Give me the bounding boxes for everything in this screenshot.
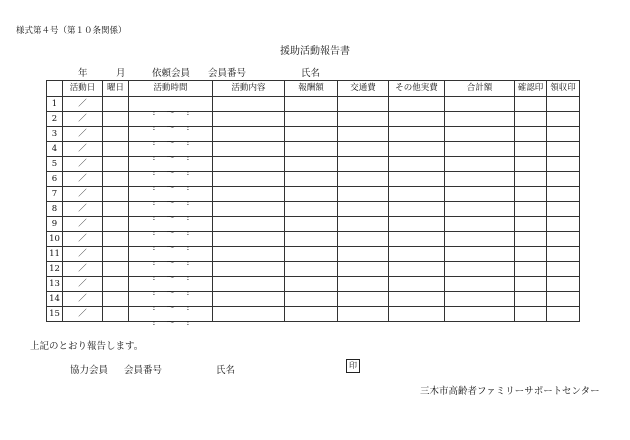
receipt-seal-cell[interactable] — [547, 127, 580, 142]
total-cell[interactable] — [445, 217, 515, 232]
activity-date-cell[interactable] — [63, 217, 103, 232]
table-row — [47, 307, 580, 322]
fee-cell[interactable] — [285, 277, 338, 292]
transport-cost-cell[interactable] — [338, 262, 389, 277]
table-row — [47, 292, 580, 307]
time-tilde: 〜 — [166, 273, 176, 283]
confirmation-seal-cell[interactable] — [515, 127, 547, 142]
activity-date-cell[interactable] — [63, 172, 103, 187]
table-body — [47, 97, 580, 328]
activity-date-cell[interactable] — [63, 202, 103, 217]
activity-date-cell[interactable] — [63, 232, 103, 247]
weekday-cell[interactable] — [103, 157, 129, 172]
date-separator: ／ — [78, 204, 87, 214]
other-expense-cell[interactable] — [389, 277, 445, 292]
row-number: 11 — [47, 247, 63, 262]
time-colon: : — [152, 108, 156, 118]
table-row — [47, 127, 580, 142]
activity-content-cell[interactable] — [213, 157, 285, 172]
time-colon: : — [152, 213, 156, 223]
column-header: 確認印 — [515, 81, 547, 97]
other-expense-cell[interactable] — [389, 112, 445, 127]
row-number: 6 — [47, 172, 63, 187]
table-row — [47, 142, 580, 157]
receipt-seal-cell[interactable] — [547, 97, 580, 112]
header-month-label: 月 — [116, 68, 126, 79]
other-expense-cell[interactable] — [389, 127, 445, 142]
receipt-seal-cell[interactable] — [547, 172, 580, 187]
row-number: 15 — [47, 307, 63, 322]
activity-content-cell[interactable] — [213, 97, 285, 112]
time-colon: : — [152, 153, 156, 163]
time-colon: : — [186, 183, 190, 193]
time-colon: : — [186, 273, 190, 283]
signature-name-label: 氏名 — [216, 365, 236, 376]
column-header: その他実費 — [389, 81, 445, 97]
time-colon: : — [186, 243, 190, 253]
date-separator: ／ — [78, 249, 87, 259]
time-tilde: 〜 — [166, 258, 176, 268]
fee-cell[interactable] — [285, 292, 338, 307]
activity-content-cell[interactable] — [213, 217, 285, 232]
activity-date-cell[interactable] — [63, 247, 103, 262]
confirmation-seal-cell[interactable] — [515, 112, 547, 127]
weekday-cell[interactable] — [103, 307, 129, 322]
fee-cell[interactable] — [285, 112, 338, 127]
column-header: 報酬額 — [285, 81, 338, 97]
fee-cell[interactable] — [285, 217, 338, 232]
row-number: 9 — [47, 217, 63, 232]
time-colon: : — [186, 168, 190, 178]
row-number-header — [47, 81, 63, 97]
activity-content-cell[interactable] — [213, 292, 285, 307]
row-number: 4 — [47, 142, 63, 157]
activity-report-table — [46, 80, 580, 328]
row-number: 12 — [47, 262, 63, 277]
time-tilde: 〜 — [166, 198, 176, 208]
time-colon: : — [152, 228, 156, 238]
column-header: 領収印 — [547, 81, 580, 97]
header-requesting-member-label: 依頼会員 — [152, 68, 191, 79]
activity-date-cell[interactable] — [63, 157, 103, 172]
weekday-cell[interactable] — [103, 97, 129, 112]
time-colon: : — [152, 273, 156, 283]
time-colon: : — [152, 123, 156, 133]
time-colon: : — [186, 198, 190, 208]
receipt-seal-cell[interactable] — [547, 202, 580, 217]
fee-cell[interactable] — [285, 307, 338, 322]
transport-cost-cell[interactable] — [338, 112, 389, 127]
table-row — [47, 247, 580, 262]
time-colon: : — [152, 303, 156, 313]
confirmation-seal-cell[interactable] — [515, 217, 547, 232]
other-expense-cell[interactable] — [389, 202, 445, 217]
column-header: 活動時間 — [129, 81, 213, 97]
other-expense-cell[interactable] — [389, 307, 445, 322]
activity-date-cell[interactable] — [63, 142, 103, 157]
total-cell[interactable] — [445, 232, 515, 247]
time-tilde: 〜 — [166, 243, 176, 253]
seal-mark: 印 — [346, 359, 360, 373]
fee-cell[interactable] — [285, 172, 338, 187]
column-header: 交通費 — [338, 81, 389, 97]
receipt-seal-cell[interactable] — [547, 277, 580, 292]
confirmation-seal-cell[interactable] — [515, 157, 547, 172]
transport-cost-cell[interactable] — [338, 232, 389, 247]
table-row — [47, 217, 580, 232]
activity-content-cell[interactable] — [213, 307, 285, 322]
fee-cell[interactable] — [285, 97, 338, 112]
activity-content-cell[interactable] — [213, 142, 285, 157]
fee-cell[interactable] — [285, 202, 338, 217]
date-separator: ／ — [78, 264, 87, 274]
receipt-seal-cell[interactable] — [547, 217, 580, 232]
row-number: 2 — [47, 112, 63, 127]
table-row — [47, 97, 580, 112]
activity-content-cell[interactable] — [213, 127, 285, 142]
transport-cost-cell[interactable] — [338, 127, 389, 142]
date-separator: ／ — [78, 159, 87, 169]
closing-text: 上記のとおり報告します。 — [30, 341, 144, 352]
total-cell[interactable] — [445, 112, 515, 127]
table-row — [47, 202, 580, 217]
total-cell[interactable] — [445, 187, 515, 202]
other-expense-cell[interactable] — [389, 142, 445, 157]
time-colon: : — [152, 258, 156, 268]
time-colon: : — [152, 198, 156, 208]
date-separator: ／ — [78, 99, 87, 109]
confirmation-seal-cell[interactable] — [515, 292, 547, 307]
date-separator: ／ — [78, 309, 87, 319]
activity-content-cell[interactable] — [213, 262, 285, 277]
time-tilde: 〜 — [166, 288, 176, 298]
weekday-cell[interactable] — [103, 292, 129, 307]
weekday-cell[interactable] — [103, 142, 129, 157]
other-expense-cell[interactable] — [389, 232, 445, 247]
fee-cell[interactable] — [285, 187, 338, 202]
table-row — [47, 277, 580, 292]
transport-cost-cell[interactable] — [338, 202, 389, 217]
form-number: 様式第４号（第１０条関係） — [16, 26, 127, 36]
fee-cell[interactable] — [285, 127, 338, 142]
time-tilde: 〜 — [166, 303, 176, 313]
activity-date-cell[interactable] — [63, 277, 103, 292]
total-cell[interactable] — [445, 277, 515, 292]
date-separator: ／ — [78, 189, 87, 199]
date-separator: ／ — [78, 279, 87, 289]
fee-cell[interactable] — [285, 232, 338, 247]
activity-content-cell[interactable] — [213, 277, 285, 292]
receipt-seal-cell[interactable] — [547, 112, 580, 127]
row-number: 13 — [47, 277, 63, 292]
confirmation-seal-cell[interactable] — [515, 142, 547, 157]
activity-date-cell[interactable] — [63, 112, 103, 127]
weekday-cell[interactable] — [103, 187, 129, 202]
weekday-cell[interactable] — [103, 127, 129, 142]
receipt-seal-cell[interactable] — [547, 307, 580, 322]
other-expense-cell[interactable] — [389, 292, 445, 307]
activity-date-cell[interactable] — [63, 262, 103, 277]
confirmation-seal-cell[interactable] — [515, 172, 547, 187]
row-number: 7 — [47, 187, 63, 202]
receipt-seal-cell[interactable] — [547, 142, 580, 157]
receipt-seal-cell[interactable] — [547, 232, 580, 247]
cooperating-member-label: 協力会員 — [70, 365, 109, 376]
transport-cost-cell[interactable] — [338, 247, 389, 262]
time-colon: : — [152, 183, 156, 193]
time-colon: : — [152, 288, 156, 298]
confirmation-seal-cell[interactable] — [515, 262, 547, 277]
date-separator: ／ — [78, 144, 87, 154]
signature-member-number-label: 会員番号 — [124, 365, 163, 376]
time-colon: : — [186, 213, 190, 223]
total-cell[interactable] — [445, 142, 515, 157]
activity-date-cell[interactable] — [63, 307, 103, 322]
time-colon: : — [186, 153, 190, 163]
total-cell[interactable] — [445, 262, 515, 277]
transport-cost-cell[interactable] — [338, 277, 389, 292]
transport-cost-cell[interactable] — [338, 292, 389, 307]
activity-content-cell[interactable] — [213, 232, 285, 247]
date-separator: ／ — [78, 234, 87, 244]
activity-content-cell[interactable] — [213, 187, 285, 202]
time-colon: : — [152, 243, 156, 253]
time-colon: : — [186, 258, 190, 268]
weekday-cell[interactable] — [103, 172, 129, 187]
table-row — [47, 262, 580, 277]
receipt-seal-cell[interactable] — [547, 247, 580, 262]
column-header: 活動日 — [63, 81, 103, 97]
confirmation-seal-cell[interactable] — [515, 202, 547, 217]
activity-date-cell[interactable] — [63, 127, 103, 142]
transport-cost-cell[interactable] — [338, 217, 389, 232]
total-cell[interactable] — [445, 202, 515, 217]
other-expense-cell[interactable] — [389, 97, 445, 112]
table-header-row — [47, 81, 580, 97]
transport-cost-cell[interactable] — [338, 172, 389, 187]
time-colon: : — [152, 138, 156, 148]
transport-cost-cell[interactable] — [338, 157, 389, 172]
row-number: 3 — [47, 127, 63, 142]
time-tilde: 〜 — [166, 153, 176, 163]
organization-name: 三木市高齢者ファミリーサポートセンター — [420, 386, 600, 397]
confirmation-seal-cell[interactable] — [515, 187, 547, 202]
table-row — [47, 232, 580, 247]
activity-content-cell[interactable] — [213, 202, 285, 217]
activity-content-cell[interactable] — [213, 112, 285, 127]
weekday-cell[interactable] — [103, 262, 129, 277]
date-separator: ／ — [78, 114, 87, 124]
receipt-seal-cell[interactable] — [547, 292, 580, 307]
weekday-cell[interactable] — [103, 277, 129, 292]
time-tilde: 〜 — [166, 183, 176, 193]
receipt-seal-cell[interactable] — [547, 157, 580, 172]
other-expense-cell[interactable] — [389, 172, 445, 187]
total-cell[interactable] — [445, 172, 515, 187]
column-header: 活動内容 — [213, 81, 285, 97]
activity-date-cell[interactable] — [63, 187, 103, 202]
date-separator: ／ — [78, 219, 87, 229]
time-tilde: 〜 — [166, 168, 176, 178]
time-colon: : — [152, 168, 156, 178]
total-cell[interactable] — [445, 127, 515, 142]
time-tilde: 〜 — [166, 213, 176, 223]
column-header: 合計額 — [445, 81, 515, 97]
activity-time-cell[interactable] — [129, 97, 213, 118]
other-expense-cell[interactable] — [389, 187, 445, 202]
other-expense-cell[interactable] — [389, 262, 445, 277]
weekday-cell[interactable] — [103, 217, 129, 232]
document-title: 援助活動報告書 — [280, 46, 350, 57]
confirmation-seal-cell[interactable] — [515, 97, 547, 112]
time-colon: : — [186, 108, 190, 118]
time-tilde: 〜 — [166, 228, 176, 238]
header-member-number-label: 会員番号 — [208, 68, 247, 79]
table-row — [47, 172, 580, 187]
confirmation-seal-cell[interactable] — [515, 232, 547, 247]
date-separator: ／ — [78, 174, 87, 184]
header-name-label: 氏名 — [301, 68, 321, 79]
confirmation-seal-cell[interactable] — [515, 247, 547, 262]
other-expense-cell[interactable] — [389, 247, 445, 262]
fee-cell[interactable] — [285, 157, 338, 172]
weekday-cell[interactable] — [103, 232, 129, 247]
time-colon: : — [152, 318, 156, 328]
table-row — [47, 187, 580, 202]
row-number: 1 — [47, 97, 63, 112]
fee-cell[interactable] — [285, 247, 338, 262]
total-cell[interactable] — [445, 97, 515, 112]
date-separator: ／ — [78, 294, 87, 304]
transport-cost-cell[interactable] — [338, 97, 389, 112]
time-colon: : — [186, 123, 190, 133]
weekday-cell[interactable] — [103, 112, 129, 127]
receipt-seal-cell[interactable] — [547, 262, 580, 277]
total-cell[interactable] — [445, 157, 515, 172]
fee-cell[interactable] — [285, 142, 338, 157]
time-colon: : — [186, 303, 190, 313]
total-cell[interactable] — [445, 292, 515, 307]
receipt-seal-cell[interactable] — [547, 187, 580, 202]
total-cell[interactable] — [445, 247, 515, 262]
table-row — [47, 112, 580, 127]
transport-cost-cell[interactable] — [338, 142, 389, 157]
time-colon: : — [186, 318, 190, 328]
time-colon: : — [186, 138, 190, 148]
activity-content-cell[interactable] — [213, 172, 285, 187]
transport-cost-cell[interactable] — [338, 307, 389, 322]
weekday-cell[interactable] — [103, 247, 129, 262]
column-header: 曜日 — [103, 81, 129, 97]
time-tilde: 〜 — [166, 123, 176, 133]
time-tilde: 〜 — [166, 318, 176, 328]
time-tilde: 〜 — [166, 138, 176, 148]
transport-cost-cell[interactable] — [338, 187, 389, 202]
fee-cell[interactable] — [285, 262, 338, 277]
weekday-cell[interactable] — [103, 202, 129, 217]
confirmation-seal-cell[interactable] — [515, 277, 547, 292]
activity-date-cell[interactable] — [63, 97, 103, 112]
time-tilde: 〜 — [166, 108, 176, 118]
activity-content-cell[interactable] — [213, 247, 285, 262]
other-expense-cell[interactable] — [389, 157, 445, 172]
table-row — [47, 157, 580, 172]
row-number: 8 — [47, 202, 63, 217]
activity-date-cell[interactable] — [63, 292, 103, 307]
row-number: 14 — [47, 292, 63, 307]
time-colon: : — [186, 228, 190, 238]
row-number: 10 — [47, 232, 63, 247]
row-number: 5 — [47, 157, 63, 172]
confirmation-seal-cell[interactable] — [515, 307, 547, 322]
header-year-label: 年 — [78, 68, 88, 79]
time-colon: : — [186, 288, 190, 298]
date-separator: ／ — [78, 129, 87, 139]
total-cell[interactable] — [445, 307, 515, 322]
other-expense-cell[interactable] — [389, 217, 445, 232]
